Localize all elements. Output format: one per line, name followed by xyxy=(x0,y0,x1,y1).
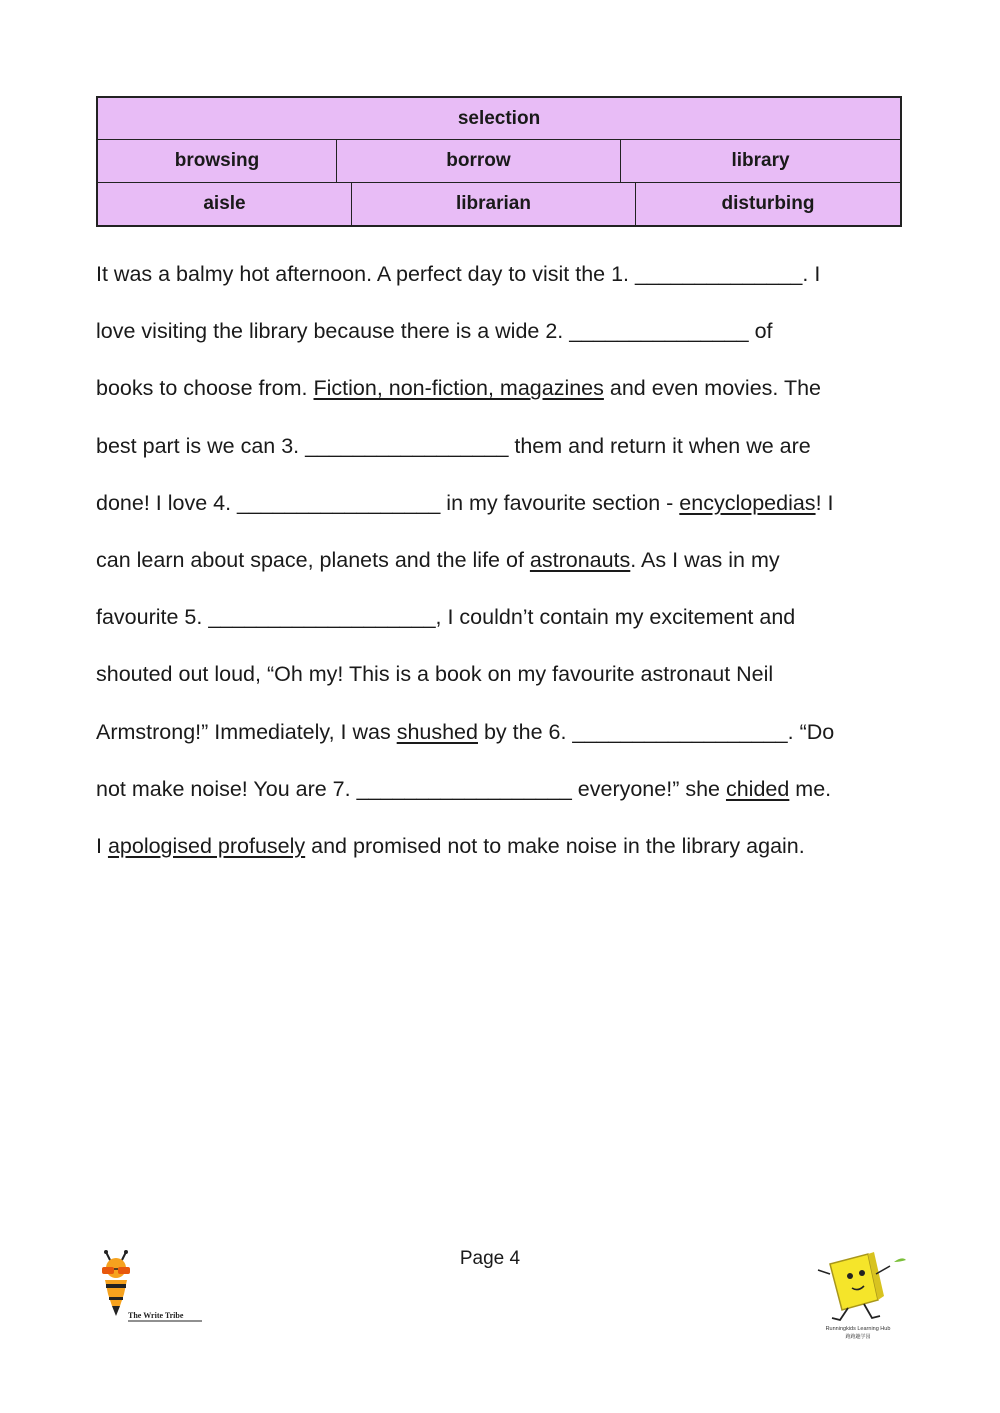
word-disturbing: disturbing xyxy=(635,183,900,225)
passage-line-6 xyxy=(96,532,908,589)
word-borrow: borrow xyxy=(336,140,620,182)
word-browsing: browsing xyxy=(98,140,336,182)
word-librarian: librarian xyxy=(351,183,635,225)
passage-text: . As I was in my xyxy=(630,547,780,572)
passage-text: best part is we can 3. _________________ them and return it when we are xyxy=(96,433,811,458)
passage-text: me. xyxy=(789,776,832,801)
logo-caption: Runningkids Learning Hub xyxy=(825,1326,891,1332)
logo-subcaption: 跑跑趣学园 xyxy=(845,1334,871,1340)
passage-line-8 xyxy=(96,646,908,703)
underlined-phrase: shushed xyxy=(396,719,478,744)
write-tribe-bee-logo xyxy=(96,1250,208,1330)
logo-caption: The Write Tribe xyxy=(128,1311,184,1320)
underlined-phrase: encyclopedias xyxy=(679,490,816,515)
passage-text: and promised not to make noise in the library again. xyxy=(305,833,805,858)
passage-line-11 xyxy=(96,818,908,875)
word-selection: selection xyxy=(98,98,900,139)
passage-line-2 xyxy=(96,303,908,360)
passage-text: and even movies. The xyxy=(603,376,822,401)
underlined-phrase: apologised profusely xyxy=(107,833,306,858)
passage-line-10 xyxy=(96,761,908,818)
word-bank-table xyxy=(96,96,902,227)
passage-text: by the 6. __________________. “Do xyxy=(477,719,835,744)
word-bank-row-2 xyxy=(98,139,900,182)
cloze-passage xyxy=(96,246,908,875)
word-library: library xyxy=(620,140,900,182)
passage-text: can learn about space, planets and the life of xyxy=(96,547,530,572)
passage-line-5 xyxy=(96,475,908,532)
passage-text: Armstrong!” Immediately, I was xyxy=(96,719,397,744)
passage-text: books to choose from. xyxy=(96,376,314,401)
passage-text: not make noise! You are 7. __________________ everyone!” she xyxy=(96,776,726,801)
passage-line-7 xyxy=(96,589,908,646)
passage-text: I xyxy=(96,833,108,858)
runningkids-learning-hub-logo xyxy=(808,1244,908,1344)
passage-text: It was a balmy hot afternoon. A perfect day to visit the 1. ______________. I xyxy=(96,262,821,286)
word-bank-row-1 xyxy=(98,98,900,139)
passage-line-9 xyxy=(96,704,908,761)
passage-line-4 xyxy=(96,418,908,475)
passage-line-3 xyxy=(96,360,908,417)
underlined-phrase: astronauts xyxy=(529,547,631,572)
passage-text: favourite 5. ___________________, I couldn’t contain my excitement and xyxy=(96,605,796,630)
word-aisle: aisle xyxy=(98,183,351,225)
passage-text: done! I love 4. _________________ in my favourite section - xyxy=(96,490,680,515)
underlined-phrase: chided xyxy=(725,776,790,801)
page-number: Page 4 xyxy=(459,1248,521,1269)
passage-text: love visiting the library because there is a wide 2. _______________ of xyxy=(96,319,773,344)
passage-text: ! I xyxy=(815,490,834,515)
word-bank-row-3 xyxy=(98,182,900,225)
underlined-phrase: Fiction, non-fiction, magazines xyxy=(313,376,604,401)
passage-text: shouted out loud, “Oh my! This is a book on my favourite astronaut Neil xyxy=(96,662,774,687)
passage-line-1 xyxy=(96,246,908,303)
